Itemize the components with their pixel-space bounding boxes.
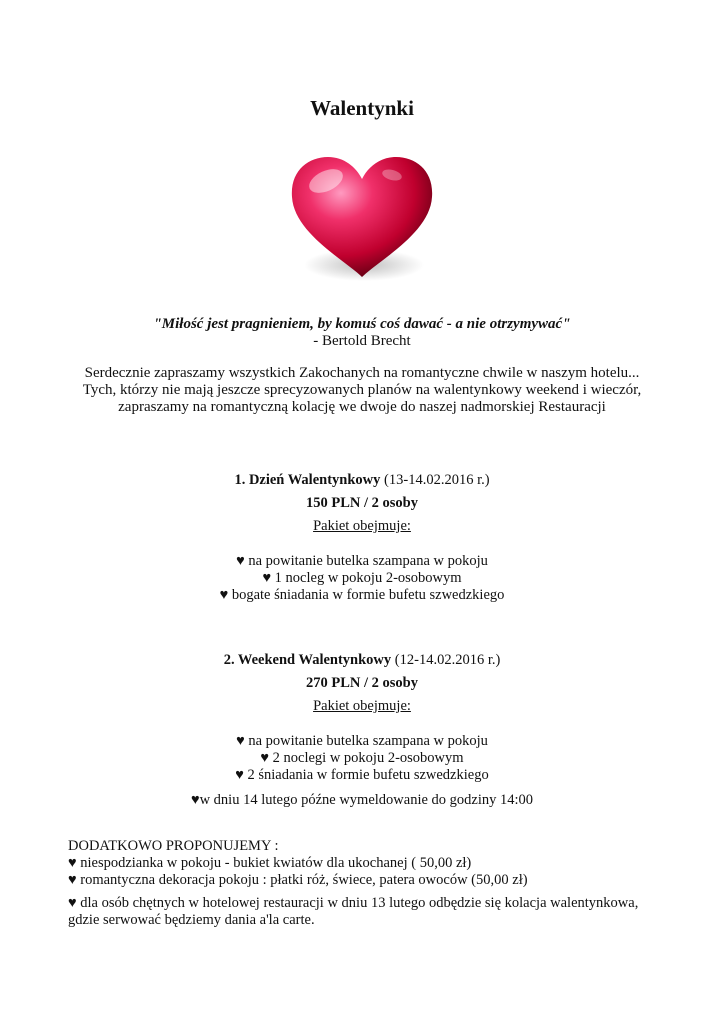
page-title: Walentynki bbox=[310, 96, 414, 120]
package-title bbox=[0, 652, 724, 669]
package-dates: (12-14.02.2016 r.) bbox=[391, 652, 501, 668]
list-item: ♥ bogate śniadania w formie bufetu szwedzkiego bbox=[219, 587, 505, 603]
extras-heading: DODATKOWO PROPONUJEMY : bbox=[68, 838, 279, 854]
package-price: 150 PLN / 2 osoby bbox=[306, 495, 418, 511]
intro-line: zapraszamy na romantyczną kolację we dwoje do naszej nadmorskiej Restauracji bbox=[118, 399, 606, 415]
package-includes-label: Pakiet obejmuje: bbox=[313, 518, 411, 534]
package-items bbox=[0, 553, 724, 604]
list-item: ♥ na powitanie butelka szampana w pokoju bbox=[236, 553, 488, 569]
package-price: 270 PLN / 2 osoby bbox=[306, 675, 418, 691]
heart-icon bbox=[286, 153, 438, 283]
list-item: ♥ romantyczna dekoracja pokoju : płatki róż, świece, patera owoców (50,00 zł) bbox=[68, 872, 528, 888]
list-item: ♥ 2 noclegi w pokoju 2-osobowym bbox=[260, 750, 464, 766]
intro-line: Serdecznie zapraszamy wszystkich Zakochanych na romantyczne chwile w naszym hotelu... bbox=[84, 365, 640, 381]
restaurant-note-line: ♥ dla osób chętnych w hotelowej restauracji w dniu 13 lutego odbędzie się kolacja walentynkowa, bbox=[68, 895, 639, 911]
package-items bbox=[0, 733, 724, 784]
extras-section bbox=[68, 838, 668, 929]
package-includes-label: Pakiet obejmuje: bbox=[313, 698, 411, 714]
list-item: ♥ niespodzianka w pokoju - bukiet kwiatów dla ukochanej ( 50,00 zł) bbox=[68, 855, 472, 871]
quote-author: - Bertold Brecht bbox=[313, 333, 411, 349]
restaurant-note bbox=[68, 895, 668, 929]
package-title bbox=[0, 472, 724, 489]
quote-block bbox=[0, 316, 724, 350]
intro-line: Tych, którzy nie mają jeszcze sprecyzowanych planów na walentynkowy weekend i wieczór, bbox=[82, 382, 642, 398]
list-item: ♥ 1 nocleg w pokoju 2-osobowym bbox=[262, 570, 462, 586]
restaurant-note-line: gdzie serwować będziemy dania a'la carte. bbox=[68, 912, 315, 928]
package-dates: (13-14.02.2016 r.) bbox=[380, 472, 490, 488]
list-item: ♥ 2 śniadania w formie bufetu szwedzkiego bbox=[235, 767, 489, 783]
package-2 bbox=[0, 652, 724, 809]
list-item: ♥ na powitanie butelka szampana w pokoju bbox=[236, 733, 488, 749]
package-1 bbox=[0, 472, 724, 604]
package-note: ♥w dniu 14 lutego późne wymeldowanie do godziny 14:00 bbox=[190, 792, 534, 808]
package-name: 2. Weekend Walentynkowy bbox=[223, 652, 392, 668]
quote-text: "Miłość jest pragnieniem, by komuś coś dawać - a nie otrzymywać" bbox=[153, 316, 571, 332]
package-name: 1. Dzień Walentynkowy bbox=[234, 472, 381, 488]
intro-text bbox=[0, 365, 724, 416]
